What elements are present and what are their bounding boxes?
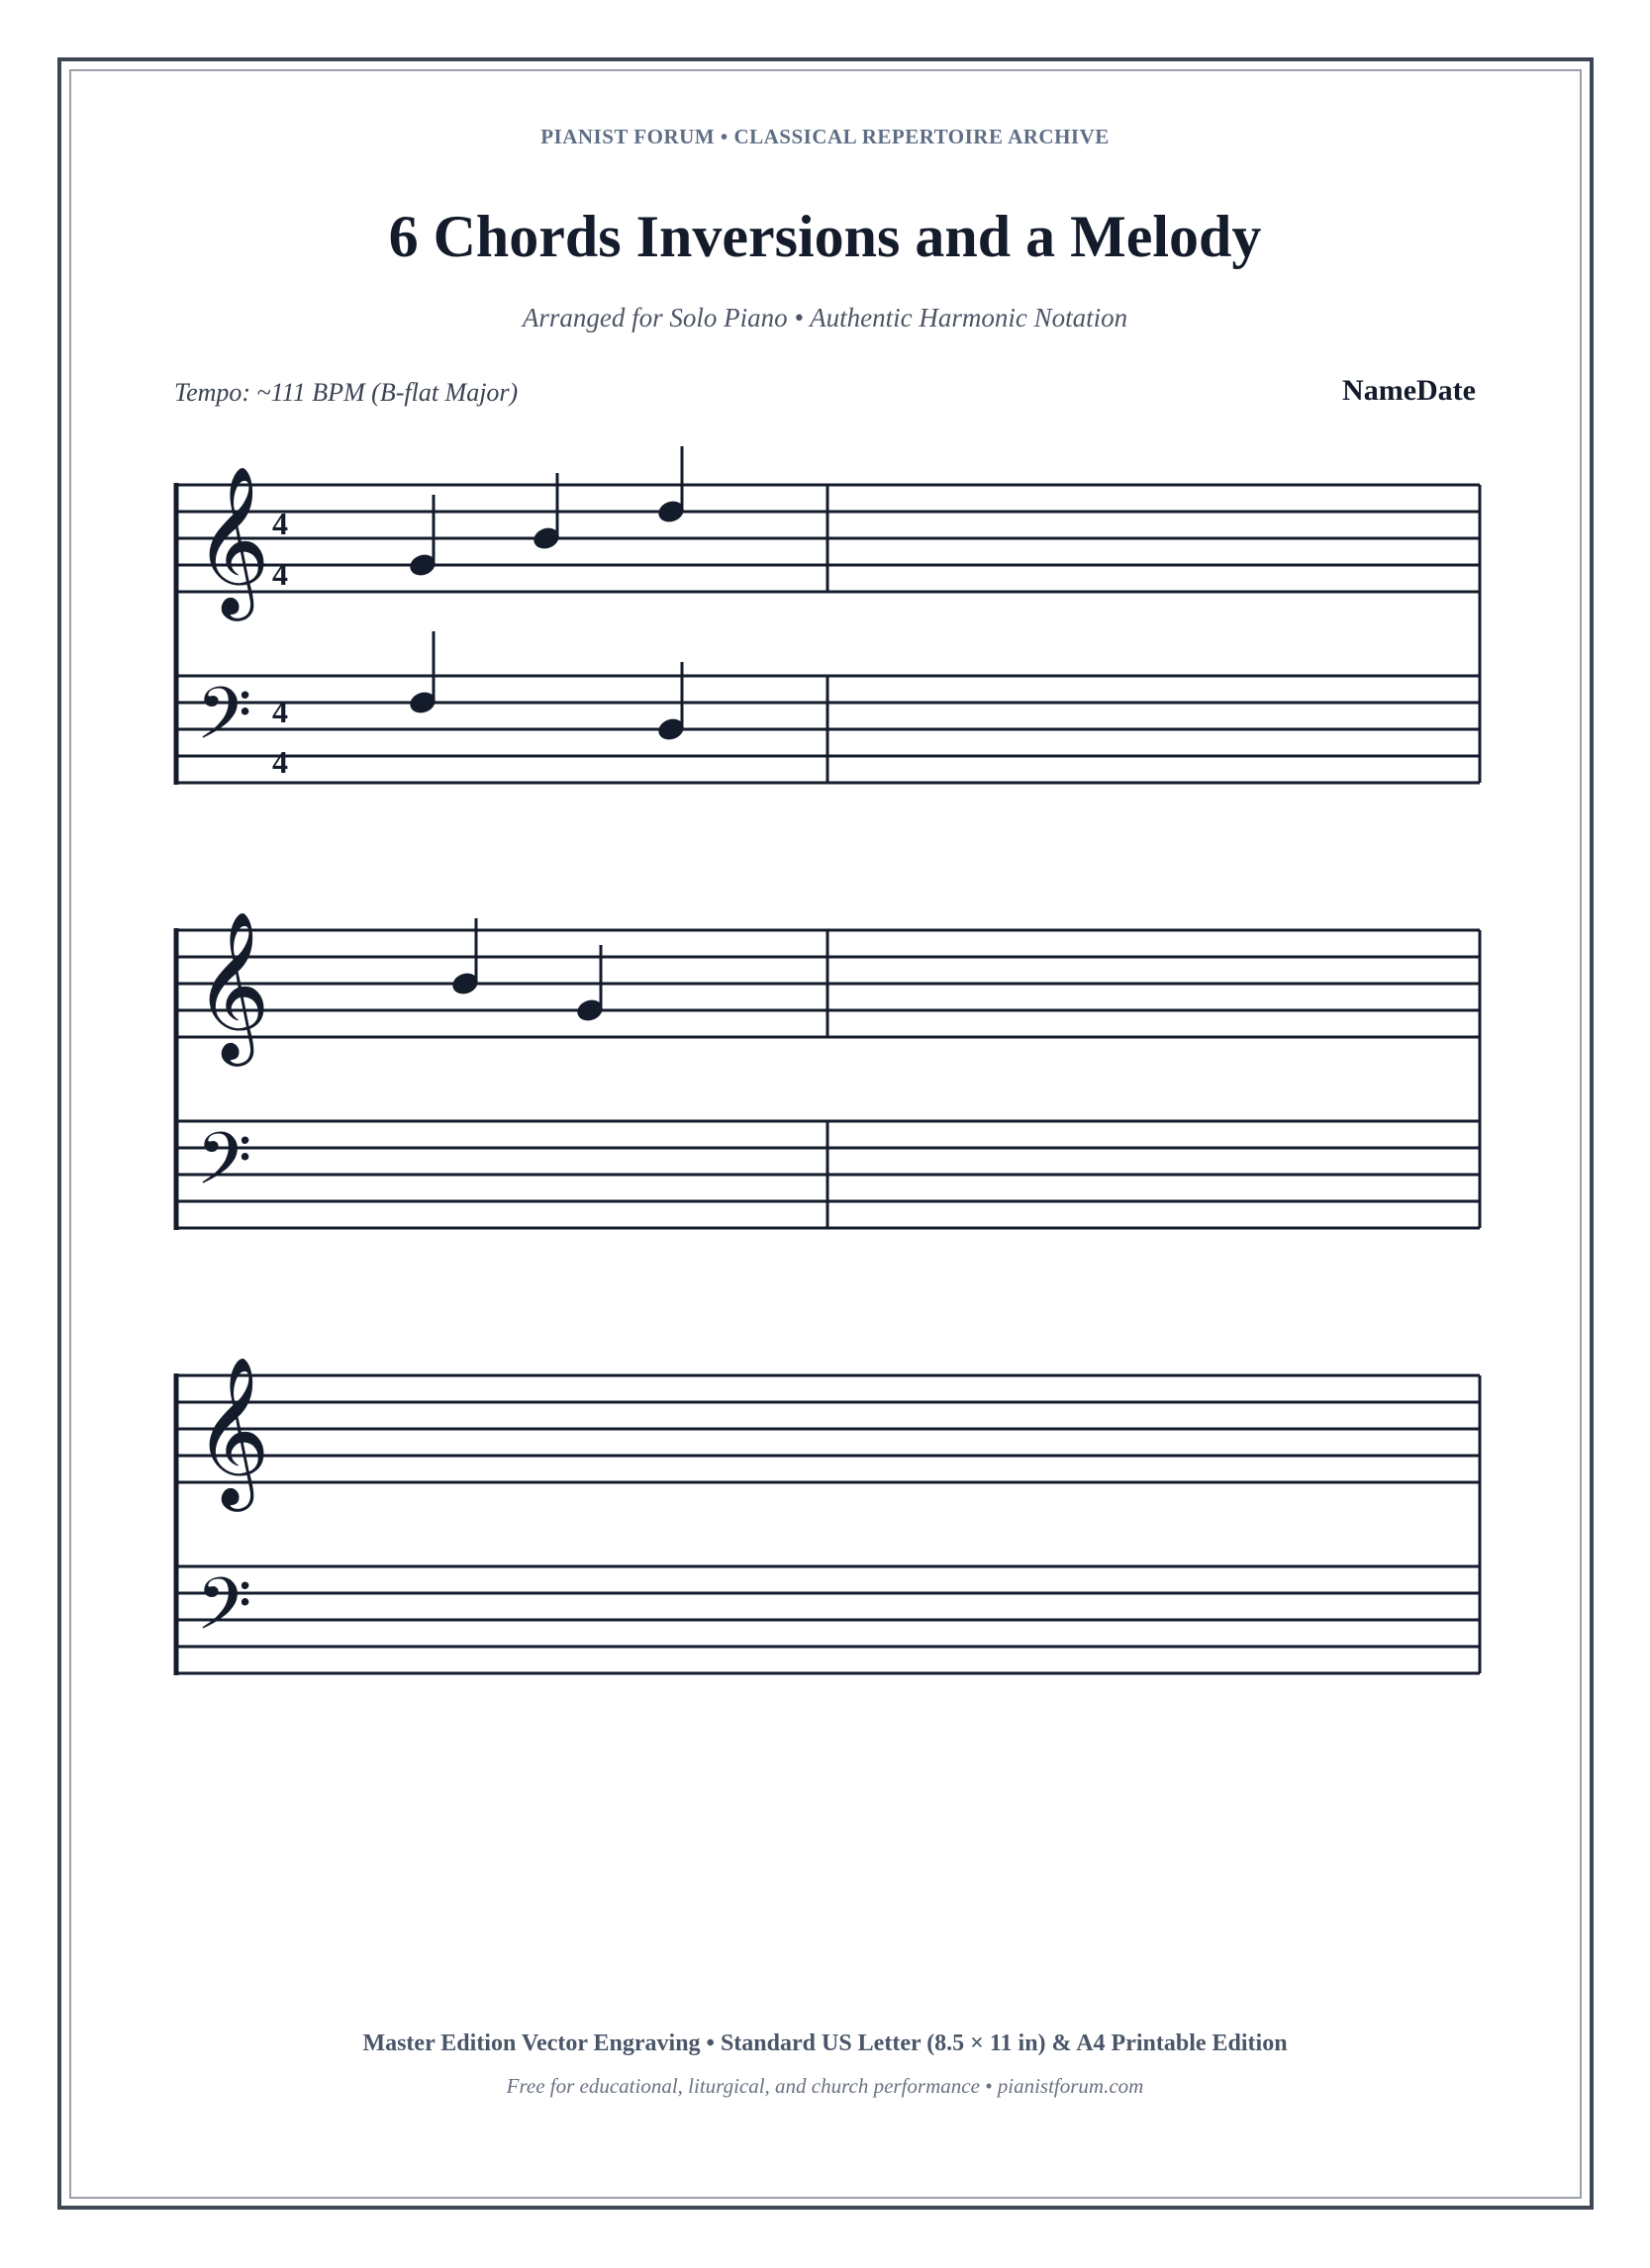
time-signature-bottom: 4 xyxy=(272,556,288,592)
system-3-treble-staff xyxy=(174,1375,1480,1482)
name-date-field: NameDate xyxy=(1342,374,1476,407)
treble-clef-icon: 𝄞 xyxy=(194,464,270,614)
system-2 xyxy=(174,928,1480,1230)
score-subtitle: Arranged for Solo Piano • Authentic Harmonic Notation xyxy=(522,303,1128,332)
quarter-note xyxy=(407,495,437,579)
time-signature-top: 4 xyxy=(272,506,288,541)
archive-header: PIANIST FORUM • CLASSICAL REPERTOIRE ARCHIVE xyxy=(540,125,1110,148)
treble-clef-icon: 𝄞 xyxy=(194,909,270,1060)
bass-clef-icon: 𝄢 xyxy=(196,1116,252,1218)
tempo-marking: Tempo: ~111 BPM (B-flat Major) xyxy=(174,378,519,407)
edition-footer: Master Edition Vector Engraving • Standard US Letter (8.5 × 11 in) & A4 Printable Edition xyxy=(362,2031,1288,2056)
score-title: 6 Chords Inversions and a Melody xyxy=(388,204,1262,269)
system-3-bass-staff xyxy=(174,1566,1480,1673)
license-footer: Free for educational, liturgical, and church performance • pianistforum.com xyxy=(506,2074,1144,2098)
treble-clef-icon: 𝄞 xyxy=(194,1355,270,1505)
bass-clef-icon: 𝄢 xyxy=(196,671,252,773)
bass-clef-icon: 𝄢 xyxy=(196,1561,252,1663)
time-signature-bottom: 4 xyxy=(272,744,288,780)
time-signature-top: 4 xyxy=(272,694,288,729)
quarter-note xyxy=(407,631,437,716)
system-1 xyxy=(174,483,1480,785)
system-3 xyxy=(174,1373,1480,1675)
